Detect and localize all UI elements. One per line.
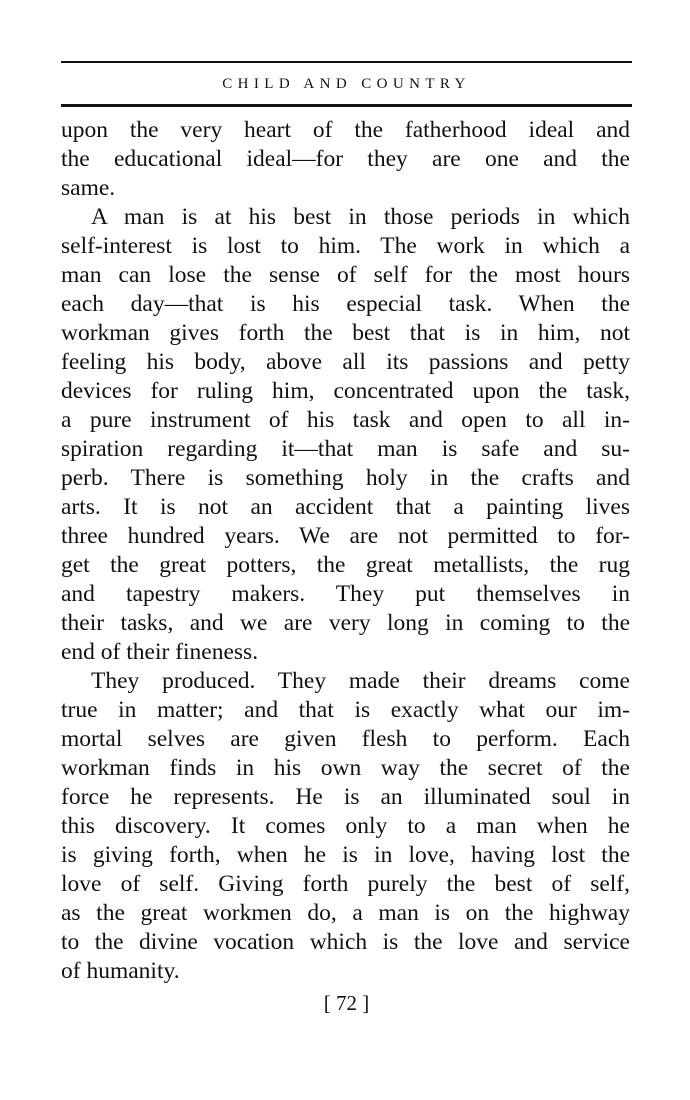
text-line: same. [61,175,116,201]
text-line: is giving forth, when he is in love, having lost the [61,842,630,868]
text-line: get the great potters, the great metallists, the rug [61,552,630,578]
running-head: CHILD AND COUNTRY [222,76,471,92]
text-line: devices for ruling him, concentrated upon the task, [61,378,630,404]
text-line: to the divine vocation which is the love and service [61,929,630,955]
text-line: their tasks, and we are very long in coming to the [61,610,630,636]
text-line: upon the very heart of the fatherhood ideal and [61,117,630,143]
text-line: this discovery. It comes only to a man when he [61,813,630,839]
text-line: mortal selves are given flesh to perform. Each [61,726,630,752]
header-rule-bottom [61,104,632,107]
text-line: self-interest is lost to him. The work in which a [61,233,630,259]
text-line: force he represents. He is an illuminated soul in [61,784,630,810]
text-line: a pure instrument of his task and open to all in- [61,407,630,433]
text-line: true in matter; and that is exactly what our im- [61,697,630,723]
page-number: [ 72 ] [323,991,370,1015]
text-line: feeling his body, above all its passions and petty [61,349,630,375]
text-line: arts. It is not an accident that a painting lives [61,494,630,520]
text-line: workman finds in his own way the secret of the [61,755,630,781]
text-line: of humanity. [61,958,180,984]
text-line: and tapestry makers. They put themselves in [61,581,630,607]
text-line: love of self. Giving forth purely the best of self, [61,871,630,897]
text-line: man can lose the sense of self for the most hours [61,262,630,288]
text-line: the educational ideal—for they are one and the [61,146,630,172]
text-line: They produced. They made their dreams come [91,668,630,694]
text-line: workman gives forth the best that is in him, not [61,320,630,346]
text-line: perb. There is something holy in the crafts and [61,465,630,491]
text-line: each day—that is his especial task. When the [61,291,630,317]
text-line: three hundred years. We are not permitted to for- [61,523,630,549]
text-line: A man is at his best in those periods in which [91,204,630,230]
header-rule-top [61,61,632,63]
text-line: as the great workmen do, a man is on the highway [61,900,630,926]
text-line: spiration regarding it—that man is safe and su- [61,436,630,462]
text-line: end of their fineness. [61,639,259,665]
